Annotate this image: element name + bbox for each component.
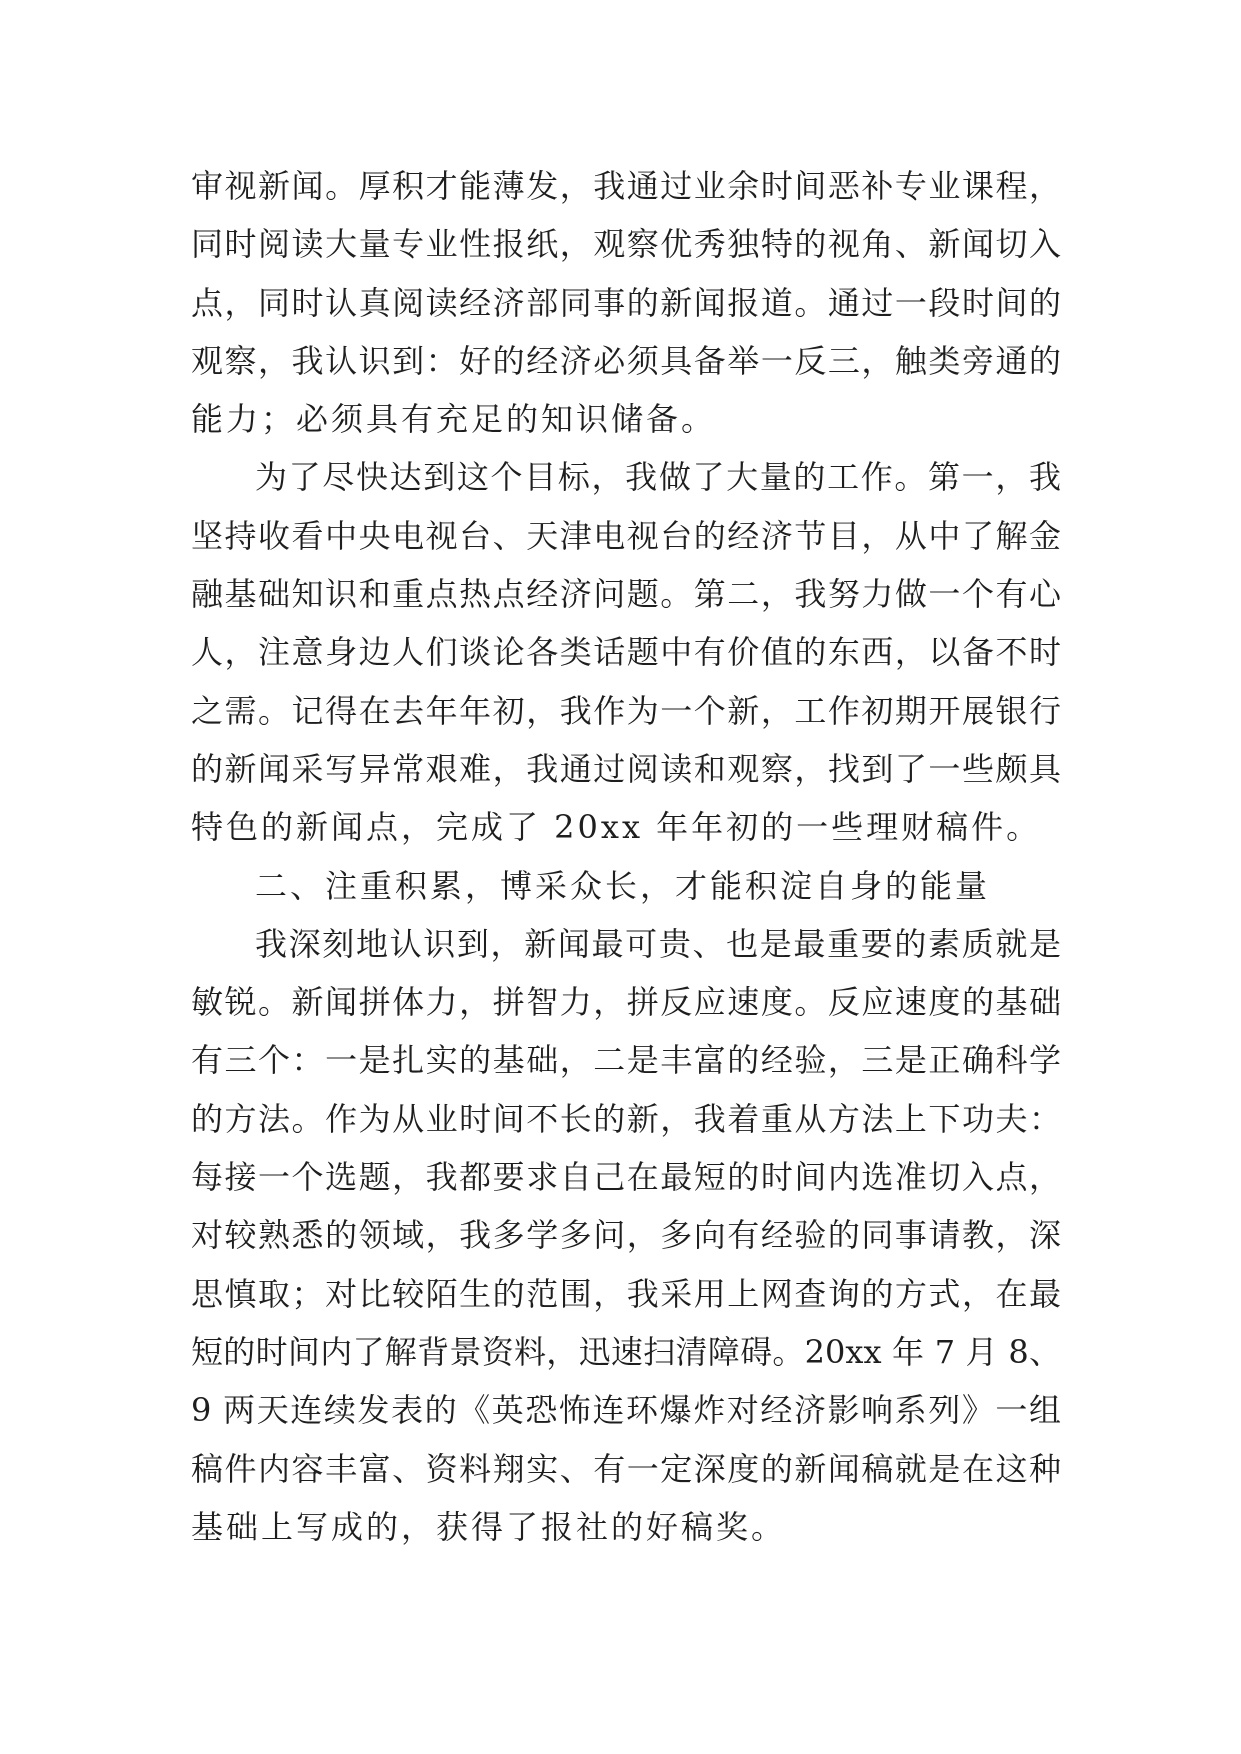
text-line: 稿件内容丰富、资料翔实、有一定深度的新闻稿就是在这种: [191, 1449, 1061, 1488]
section-heading: 二、注重积累，博采众长，才能积淀自身的能量: [255, 866, 991, 905]
text-line: 对较熟悉的领域，我多学多问，多向有经验的同事请教，深: [191, 1216, 1061, 1255]
text-line: 点，同时认真阅读经济部同事的新闻报道。通过一段时间的: [191, 283, 1061, 322]
text-line: 基础上写成的，获得了报社的好稿奖。: [191, 1507, 787, 1546]
text-line: 敏锐。新闻拼体力，拼智力，拼反应速度。反应速度的基础: [191, 983, 1061, 1022]
body-text: [191, 157, 1061, 1556]
text-line: 观察，我认识到：好的经济必须具备举一反三，触类旁通的: [191, 341, 1061, 380]
text-line: 的新闻采写异常艰难，我通过阅读和观察，找到了一些颇具: [191, 749, 1061, 788]
text-line: 之需。记得在去年年初，我作为一个新，工作初期开展银行: [191, 691, 1061, 730]
text-line: 坚持收看中央电视台、天津电视台的经济节目，从中了解金: [191, 516, 1061, 555]
text-line: 能力；必须具有充足的知识储备。: [191, 400, 717, 439]
text-line: 9 两天连续发表的《英恐怖连环爆炸对经济影响系列》一组: [191, 1391, 1061, 1430]
text-line: 短的时间内了解背景资料，迅速扫清障碍。20xx 年 7 月 8、: [191, 1332, 1061, 1371]
text-line: 每接一个选题，我都要求自己在最短的时间内选准切入点，: [191, 1158, 1061, 1197]
text-line: 审视新闻。厚积才能薄发，我通过业余时间恶补专业课程，: [191, 167, 1061, 205]
text-line: 有三个：一是扎实的基础，二是丰富的经验，三是正确科学: [191, 1041, 1061, 1080]
paragraph-first-line: 我深刻地认识到，新闻最可贵、也是最重要的素质就是: [255, 924, 1061, 963]
text-line: 特色的新闻点，完成了 20xx 年年初的一些理财稿件。: [191, 808, 1042, 847]
paragraph-first-line: 为了尽快达到这个目标，我做了大量的工作。第一，我: [255, 458, 1061, 497]
text-line: 同时阅读大量专业性报纸，观察优秀独特的视角、新闻切入: [191, 225, 1061, 264]
text-line: 人，注意身边人们谈论各类话题中有价值的东西，以备不时: [191, 633, 1061, 672]
text-line: 思慎取；对比较陌生的范围，我采用上网查询的方式，在最: [191, 1274, 1061, 1313]
text-line: 的方法。作为从业时间不长的新，我着重从方法上下功夫：: [191, 1099, 1061, 1138]
text-line: 融基础知识和重点热点经济问题。第二，我努力做一个有心: [191, 575, 1061, 614]
